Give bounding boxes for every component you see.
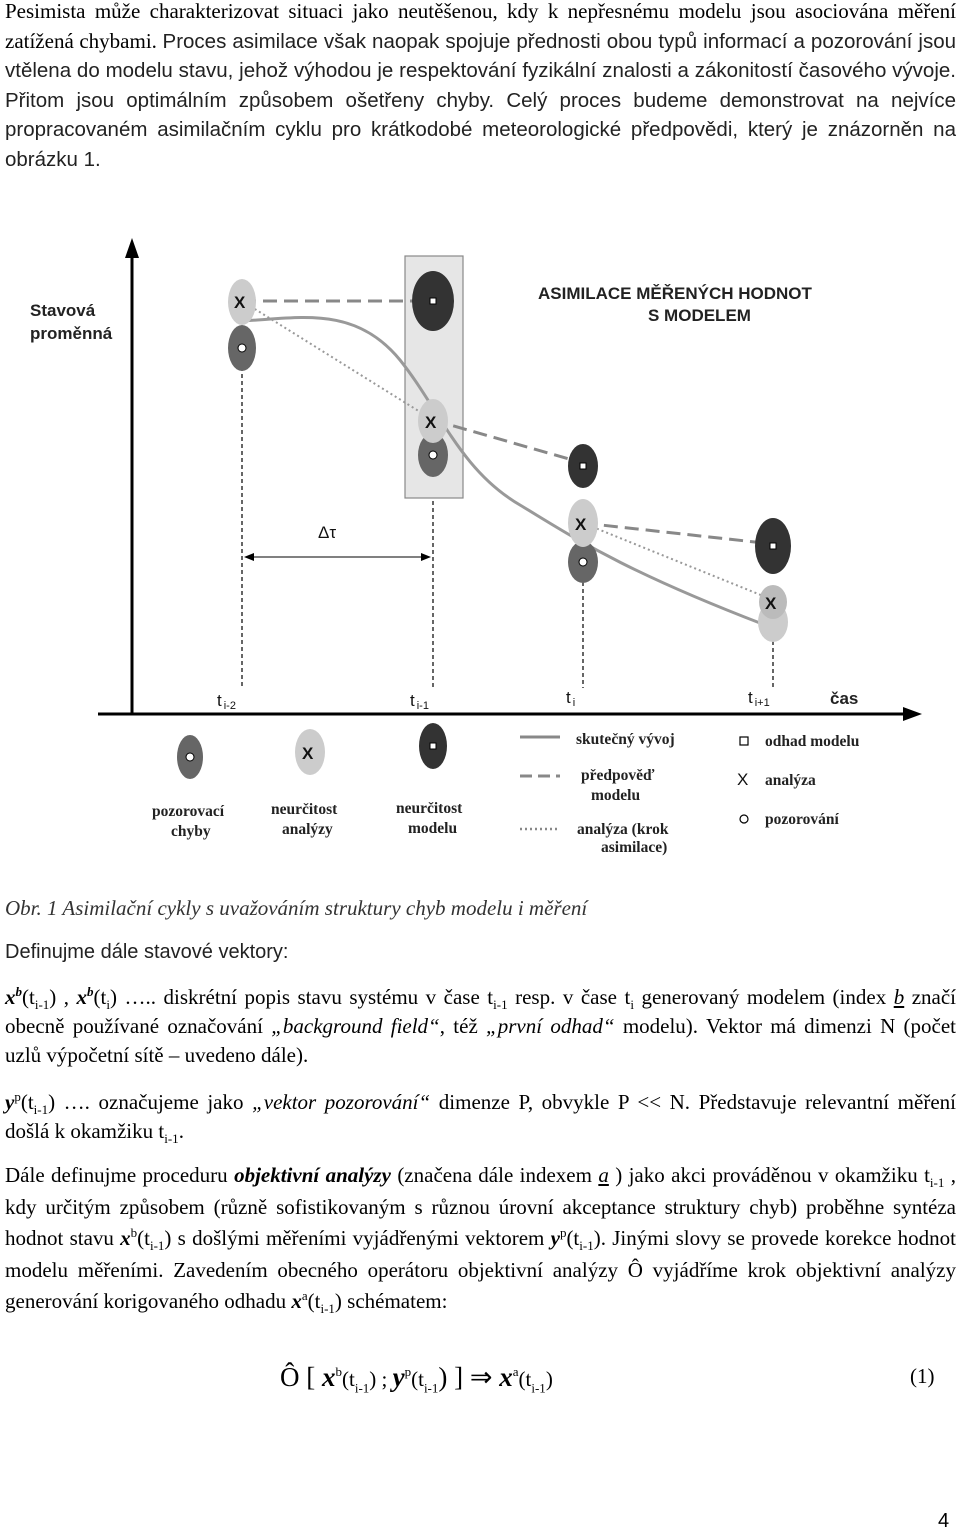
- oa-a2: a: [301, 1288, 308, 1303]
- oa-p10: ) schématem:: [334, 1289, 448, 1313]
- xb-index-b: b: [893, 985, 905, 1009]
- xb-rest3: generovaný modelem (index: [633, 985, 894, 1009]
- analysis-x-icon: X: [575, 515, 587, 534]
- legend-analysis-step-1: analýza (krok: [577, 821, 669, 838]
- x-axis-label: čas: [830, 689, 859, 708]
- oa-p8: ). Jinými slovy se provede korekce hodnot modelu měřeními. Zavedením obecného operátoru objektivní analýzy Ô vyjádříme krok objektivní analýzy generování korigovaného odhadu: [5, 1226, 956, 1313]
- eq-p: p: [404, 1364, 412, 1379]
- yp-sub2: i-1: [164, 1131, 179, 1147]
- eq-x: x: [322, 1362, 336, 1392]
- eq-a: a: [512, 1364, 519, 1379]
- legend-forecast-1: předpověď: [581, 767, 655, 784]
- legend-model-estimate-square-icon: [740, 737, 748, 745]
- legend-true-evolution: skutečný vývoj: [576, 731, 675, 748]
- xb-sub1: i-1: [34, 997, 50, 1013]
- delta-tau-right-arrow-icon: [421, 553, 431, 561]
- analysis-x-icon: X: [425, 413, 437, 432]
- oa-p: p: [559, 1225, 567, 1240]
- oa-p9: (t: [307, 1289, 321, 1313]
- yp-rest1: …. označujeme jako: [55, 1090, 253, 1114]
- y-axis-label-2: proměnná: [30, 324, 113, 343]
- eq-s2: i-1: [423, 1380, 439, 1396]
- model-estimate-icon: [770, 543, 776, 549]
- oa-objective-analysis: objektivní analýzy: [234, 1163, 391, 1187]
- figure-caption: Obr. 1 Asimilační cykly s uvažováním struktury chyb modelu i měření: [5, 896, 588, 920]
- yp-paragraph: [5, 1088, 956, 1146]
- xb-rest1: ….. diskrétní popis stavu systému v čase t: [117, 985, 494, 1009]
- legend-analysis-x-icon: X: [737, 770, 749, 789]
- yp-sup: p: [14, 1089, 21, 1104]
- legend-analysis-x-icon: X: [302, 744, 314, 763]
- xb-t2: (t: [93, 985, 107, 1009]
- oa-p6: ) s došlými měřeními vyjádřenými vektorem: [164, 1226, 551, 1250]
- legend-observation-error-1: pozorovací: [152, 803, 225, 820]
- legend-model-uncertainty-1: neurčitost: [396, 800, 463, 817]
- eq-semicolon: ;: [376, 1367, 393, 1391]
- legend-observation-error-2: chyby: [171, 823, 211, 840]
- legend-observation-marker-icon: [186, 753, 194, 761]
- intro-paragraph: [5, 0, 956, 174]
- true-evolution-curve: [242, 318, 773, 628]
- eq-t2: (t: [411, 1367, 424, 1391]
- intro-text-serif: Pesimista může charakterizovat situaci jako neutěšenou, kdy k nepřesnému modelu jsou asociována měření zatížená chybami.: [5, 0, 956, 53]
- y-axis-label-1: Stavová: [30, 301, 96, 320]
- tick-ti+1: ti+1: [748, 688, 770, 709]
- xb-t1: (t: [22, 985, 35, 1009]
- yp-observation-vector: „vektor pozorování“: [252, 1090, 431, 1114]
- delta-tau-left-arrow-icon: [244, 553, 254, 561]
- page-number: 4: [938, 1510, 950, 1532]
- xb-sup: b: [15, 984, 22, 999]
- yp-end: .: [178, 1119, 184, 1143]
- model-estimate-icon: [430, 298, 436, 304]
- delta-tau-label: Δτ: [318, 523, 337, 542]
- xb-sep: ,: [56, 985, 77, 1009]
- define-line: Definujme dále stavové vektory:: [5, 941, 289, 963]
- oa-p4: , kdy určitým způsobem (různě sofistikovaným s různou úrovní akceptance struktury chyb) proběhne syntéza hodnot stavu: [5, 1163, 957, 1250]
- oa-p2: (značena dále indexem: [390, 1163, 599, 1187]
- eq-t1c: ): [369, 1367, 377, 1391]
- equation-number: (1): [910, 1364, 935, 1388]
- yp-tc: ): [48, 1090, 56, 1114]
- xb-rest4: značí obecně používané označování: [5, 985, 957, 1038]
- legend-forecast-2: modelu: [591, 787, 641, 804]
- legend-analysis: analýza: [765, 772, 816, 789]
- legend-analysis-uncertainty-1: neurčitost: [271, 801, 338, 818]
- legend-analysis-step-2: asimilace): [601, 839, 668, 856]
- implies-arrow-icon: ⇒: [463, 1362, 500, 1392]
- xb-symbol-2: x: [76, 985, 88, 1009]
- oa-sub3: i-1: [579, 1238, 594, 1254]
- oa-p7: (t: [566, 1226, 580, 1250]
- observation-marker-icon: [238, 344, 246, 352]
- eq-t3c: ): [545, 1367, 553, 1391]
- legend-observation: pozorování: [765, 811, 839, 828]
- xb-sup-2: b: [87, 984, 94, 999]
- legend-model-uncertainty-2: modelu: [408, 820, 458, 837]
- figure-title-2: S MODELEM: [648, 306, 751, 325]
- yp-symbol: y: [5, 1090, 15, 1114]
- oa-y: y: [550, 1226, 560, 1250]
- xb-sub3: i-1: [493, 997, 508, 1013]
- xb-sub4: i: [630, 997, 634, 1013]
- eq-s3: i-1: [531, 1380, 546, 1396]
- xb-background-field: „background field“: [271, 1014, 440, 1038]
- xb-sub2: i: [106, 997, 110, 1013]
- tick-ti-1: ti-1: [410, 691, 429, 712]
- eq-s1: i-1: [354, 1380, 370, 1396]
- eq-operator: Ô [: [280, 1362, 322, 1392]
- eq-t1: (t: [342, 1367, 355, 1391]
- oa-xa: x: [291, 1289, 302, 1313]
- model-estimate-icon: [580, 463, 586, 469]
- oa-b: b: [130, 1225, 138, 1240]
- xb-rest6: modelu). Vektor má dimenzi N (počet uzlů výpočetní sítě – uvedeno dále).: [5, 1014, 957, 1067]
- oa-sub2: i-1: [149, 1238, 165, 1254]
- tick-ti-2: ti-2: [217, 691, 236, 712]
- yp-t: (t: [20, 1090, 34, 1114]
- oa-sub4: i-1: [320, 1301, 335, 1317]
- equation-1: [280, 1362, 553, 1396]
- yp-rest2: dimenze P, obvykle P << N. Představuje relevantní měření došlá k okamžiku t: [5, 1090, 956, 1143]
- intro-text-sans: Proces asimilace však naopak spojuje přednosti obou typů informací a pozorování jsou vtělena do modelu stavu, jehož výhodou je respektování fyzikální znalosti a zákonitostí časového vývoje. Přitom jsou optimálním způsobem ošetřeny chyby. Celý proces budeme demonstrovat na nejvíce propracovaném asimilačním cyklu pro krátkodobé meteorologické předpovědi, který je znázorněn na obrázku 1.: [5, 29, 956, 171]
- xb-t1c: ): [49, 985, 57, 1009]
- oa-p3: ) jako akci prováděnou v okamžiku t: [608, 1163, 930, 1187]
- eq-t2c: ) ]: [438, 1362, 464, 1392]
- figure-title-1: ASIMILACE MĚŘENÝCH HODNOT: [538, 284, 812, 303]
- eq-b: b: [335, 1364, 342, 1379]
- legend-analysis-uncertainty-2: analýzy: [282, 821, 333, 838]
- tick-ti: ti: [566, 688, 576, 709]
- eq-y: y: [392, 1362, 405, 1392]
- legend-model-estimate: odhad modelu: [765, 733, 860, 750]
- analysis-x-icon: X: [234, 293, 246, 312]
- observation-marker-icon: [429, 451, 437, 459]
- xb-t2c: ): [110, 985, 117, 1009]
- observation-marker-icon: [579, 558, 587, 566]
- analysis-x-icon: X: [765, 594, 777, 613]
- y-axis-arrow-icon: [125, 238, 139, 258]
- objective-analysis-paragraph: [5, 1160, 956, 1318]
- oa-x: x: [120, 1226, 131, 1250]
- x-axis-arrow-icon: [903, 707, 922, 721]
- legend-observation-circle-icon: [740, 815, 748, 823]
- oa-p5: (t: [137, 1226, 150, 1250]
- assimilation-figure: [0, 228, 960, 868]
- xb-rest2: resp. v čase t: [507, 985, 631, 1009]
- oa-p1: Dále definujme proceduru: [5, 1163, 235, 1187]
- xb-first-guess: „první odhad“: [486, 1014, 615, 1038]
- xb-symbol: x: [5, 985, 16, 1009]
- oa-index-a: a: [598, 1163, 609, 1187]
- legend-model-estimate-icon: [430, 743, 436, 749]
- yp-sub: i-1: [33, 1102, 49, 1118]
- oa-sub1: i-1: [929, 1175, 945, 1191]
- xb-rest5: , též: [439, 1014, 487, 1038]
- eq-t3: (t: [518, 1367, 532, 1391]
- xb-paragraph: [5, 983, 956, 1070]
- eq-xa: x: [499, 1362, 513, 1392]
